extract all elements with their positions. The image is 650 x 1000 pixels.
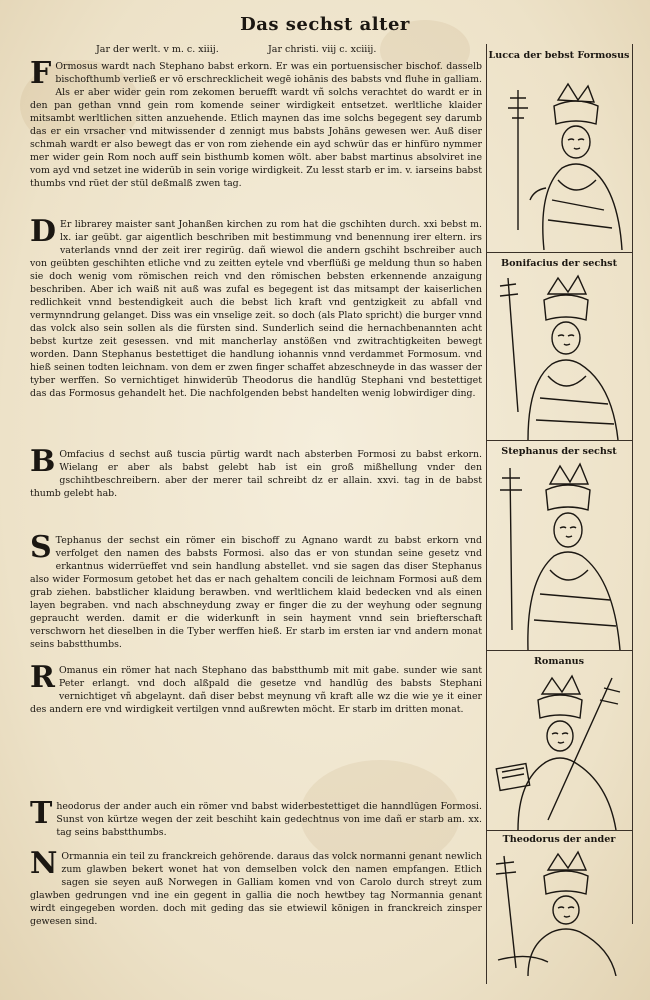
portrait-caption-formosus: Lucca der bebst Formosus	[488, 50, 630, 61]
portrait-caption-theodorus: Theodorus der ander	[502, 834, 616, 845]
pope-woodcut-formosus	[488, 80, 630, 250]
paragraph-bonifacius	[30, 444, 482, 503]
portrait-divider	[486, 440, 632, 441]
paragraph-romanus	[30, 660, 482, 719]
drop-initial: B	[30, 444, 56, 479]
pope-woodcut-bonifacius	[488, 272, 630, 440]
paragraph-text: Omfacius d sechst auß tuscia pürtig wardt nach absterben Formosi zu babst erkorn. Wielang er aber als babst gelebt hab ist ein groß mißhellung vnder den gschihtbeschreibern. aber der merer tail schreibt dz er allain. xxvi. tag in de babst thumb gelebt hab.	[30, 449, 482, 499]
drop-initial: D	[30, 214, 57, 249]
paragraph-text: Omanus ein römer hat nach Stephano das babstthumb mit mit gabe. sunder wie sant Peter erlangt. vnd doch alßpald die gesetze vnd handlūg des babsts Stephani vernichtiget vñ abgelaynt. dañ diser bebst meynung vñ kraft alle wz die wie ye it einer des andern ere vnd wirdigkeit vertilgen vnnd außrewten möcht. Er starb im dritten monat.	[30, 665, 482, 715]
portrait-caption-bonifacius: Bonifacius der sechst	[500, 258, 618, 269]
paragraph-text: Tephanus der sechst ein römer ein bischoff zu Agnano wardt zu babst erkorn vnd verfolget den namen des babsts Formosi. also das er von stundan seine gesetz vnd erkantnus widerrüeffet vnd sein handlung abstellet. vnd sie sagen das diser Stephanus also wider Formosum getobet het das er nach gehaltem concili de leichnam Formosi auß dem grab ziehen. babstlicher klaidung berawben. vnd werltlichem klaid bedecken vnd als einen layen begraben. vnd nach abschneydung zway er finger die zu der weyhung oder segnung gepraucht werden. damit er die widerkunft in sein hayment vnnd sein briefterschaft verschworn het dieselben in die Tyber werffen hieß. Er starb im ersten iar vnd andern monat seins babstthumbs.	[30, 535, 482, 650]
paragraph-theodorus	[30, 796, 482, 842]
pope-woodcut-theodorus	[488, 848, 630, 976]
paragraph-stephanus	[30, 530, 482, 654]
drop-initial: N	[30, 846, 58, 881]
portrait-caption-romanus: Romanus	[533, 656, 585, 667]
portrait-divider	[486, 650, 632, 651]
year-of-world: Jar der werlt. v m. c. xiiij.	[96, 44, 219, 55]
drop-initial: R	[30, 660, 55, 695]
paragraph-text: heodorus der ander auch ein römer vnd babst widerbestettiget die hanndlūgen Formosi. Sunst von kürtze wegen der zeit beschiht kain gedechtnus von ime dañ er starb am. xx. tag seins babstthumbs.	[56, 801, 482, 838]
pope-woodcut-stephanus	[488, 460, 630, 650]
paragraph-text: Ormosus wardt nach Stephano babst erkorn. Er was ein portuensischer bischof. dasselb bischofthumb verließ er vō erschrecklicheit wegē iohānis des babsts vnd fluhe in galliam. Als er aber wider gein rom zekomen beruefft wardt vñ solchs verachtet do wardt er in den pan gethan vnnd gein rom komende seiner wirdigkeit entsetzet. werltliche klaider mitsambt werltlichen sitten anzuehende. Etlich maynen das ime solchs begegent sey darumb das er ein vrsacher vnd mitwissender d zennigt mus babsts Johāns gewesen wer. Auß diser schmah wardt er also bewegt das er von rom ziehende ein ayd schwür das er hinfüro nymmer mer wider gein Rom noch auff sein bisthumb komen wölt. aber babst martinus absolviret ine vom ayd vnd setzet ine widerūb in sein vorige wirdigkeit. Zu lesst starb er im. v. iarseins babst thumbs vnd rüet der stül deßmalß zwen tag.	[30, 61, 482, 189]
paragraph-text: Er librarey maister sant Johanßen kirchen zu rom hat die gschihten durch. xxi bebst m. lx. iar geübt. gar aigentlich beschriben mit bestimmung vnd benennung irer eltern. irs vaterlands vnnd der zeit irer regirūg. dañ wiewol die andern gschiht bschreiber auch von geübten geschihten etliche vnd zu zeitten eytele vnd vberflüßi ge meldung thun so haben sie doch wenig vom römischen reich vnd den römischen bebsten erkennende anzaigung beschriben. Aber ich waiß nit auß was zufal es begegent ist das mitsampt der kaiserlichen redlichkeit vnnd bestendigkeit auch die bebst lich kraft vnd gentzigkeit zu abfall vnd vermynndrung gelanget. Diss was ein vnselige zeit. so doch (als Plato spricht) die burger vnnd das volck also sein sollen als die fürsten sind. Sunderlich seind die hernachbenannten acht bebst kurtze zeit gesessen. vnd mit mancherlay anstößen vnd zwitrachtigkeiten bewegt worden. Dann Stephanus bestettiget die handlung iohannis vnnd verdammet Formosum. vnd hieß seinen todten leichnam. von dem er zwen finger schaffet abzeschneyde in das wasser der tyber werffen. So vernichtiget hinwiderūb Theodorus die handlūg Stephani vnd bestettiget das das Formosus gehandelt het. Die nachfolgenden bebst handelten wenig lobwirdiger ding.	[30, 219, 482, 399]
portrait-divider	[486, 830, 632, 831]
portrait-divider	[486, 252, 632, 253]
paragraph-formosus	[30, 56, 482, 193]
running-head: Das sechst alter	[240, 14, 410, 35]
drop-initial: F	[30, 56, 52, 91]
paragraph-librarian	[30, 214, 482, 403]
pope-woodcut-romanus	[488, 670, 630, 830]
column-rule	[632, 44, 633, 924]
drop-initial: T	[30, 796, 53, 831]
paragraph-normannia	[30, 846, 482, 931]
portrait-caption-stephanus: Stephanus der sechst	[501, 446, 617, 457]
year-of-christ: Jar christi. viij c. xciiij.	[268, 44, 377, 55]
paragraph-text: Ormannia ein teil zu franckreich gehörende. daraus das volck normanni genant newlich zum glawben bekert wonet hat von demselben volck den namen empfangen. Etlich sagen sie seyen auß Norwegen in Galliam komen vnd von Carolo durch streyt zum glawben gedrungen vnd ine ein gegent in gallia die noch hewtbey tag Normannia genant wirdt eingegeben worden. doch mit geding das sie etwiewil königen in franckreich zinsper gewesen sind.	[30, 851, 482, 927]
drop-initial: S	[30, 530, 52, 565]
